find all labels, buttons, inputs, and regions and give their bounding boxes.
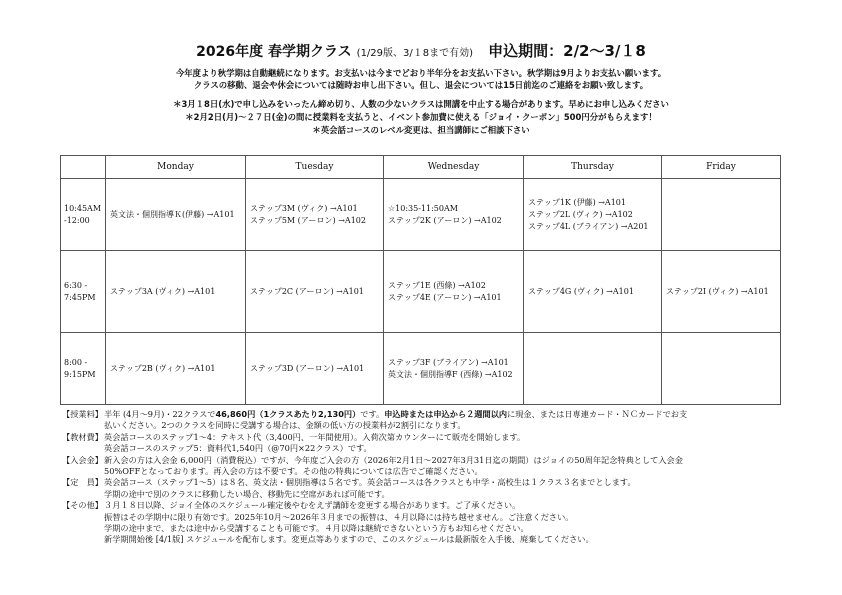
day-header-thursday: Thursday: [524, 156, 662, 179]
info-other: [62, 500, 782, 546]
class-cell-wednesday: [384, 179, 524, 251]
payment-deadline: 申込時または申込から２週間以内: [384, 409, 508, 419]
info-label: 【授業料】: [62, 409, 103, 419]
class-cell-friday: [662, 333, 781, 405]
class-entry: ステップ2B (ヴィク) →A101: [110, 363, 216, 373]
info-enrollment: [62, 455, 782, 478]
notice-autorenew: 今年度より秋学期は自動継続になります。お支払いは今までどおり半年分をお支払い下さい。秋学期は9月よりお支払い願います。: [175, 68, 667, 78]
notice-deadline: ＊3月１8日(水)で申し込みをいったん締め切り、人数の少ないクラスは開講を中止する場合があります。早めにお申し込みください: [173, 99, 669, 109]
info-line: 払いください。2つのクラスを同時に受講する場合は、金額の低い方の授業料が2割引になります。: [104, 420, 466, 431]
schedule-row: [61, 333, 781, 405]
tuition-amount: 46,860円（1クラスあたり2,130円）: [215, 409, 361, 419]
day-header-friday: Friday: [662, 156, 781, 179]
info-label: 【定 員】: [62, 477, 103, 488]
class-entry: 英文法・個別指導F (西條) →A102: [388, 369, 513, 379]
class-entry: ステップ3F (ブライアン) →A101: [388, 357, 509, 367]
title-note: (1/29版、3/１8まで有効): [356, 48, 474, 59]
class-entry: ステップ3A (ヴィク) →A101: [110, 286, 216, 296]
class-entry: ステップ3D (アーロン) →A101: [250, 363, 365, 373]
notice-coupon: ＊2月2日(月)〜２７日(金)の間に授業料を支払うと、イベント参加費に使える「ジョイ・クーポン」500円分がもらえます！: [185, 112, 657, 122]
page-title: [0, 40, 842, 61]
info-label: 【その他】: [62, 500, 103, 511]
class-entry: ステップ2L (ヴィク) →A102: [528, 209, 633, 219]
day-header-wednesday: Wednesday: [384, 156, 524, 179]
corner-cell: [61, 156, 106, 179]
class-entry: ステップ2C (アーロン) →A101: [250, 286, 364, 296]
class-cell-thursday: [524, 179, 662, 251]
notice-class-change: クラスの移動、退会や休会については随時お申し出下さい。但し、退会については15日前迄のご連絡をお願い致します。: [193, 80, 649, 90]
info-text: です。: [360, 409, 385, 419]
class-cell-monday: [106, 333, 246, 405]
class-entry: ステップ4G (ヴィク) →A101: [528, 286, 634, 296]
info-label: 【教材費】: [62, 431, 103, 442]
class-cell-wednesday: [384, 333, 524, 405]
info-line: 新入会の方は入会金 6,000円（消費税込）ですが、今年度ご入会の方（2026年2月1日〜2027年3月31日迄の期間）はジョイの50周年記念特典として入会金: [104, 454, 683, 465]
application-period: 申込期間：2/2〜3/１8: [488, 42, 646, 60]
info-line: 50%OFFとなっております。再入会の方は不要です。その他の特典については広告でご確認ください。: [104, 466, 483, 477]
class-entry: ステップ4L (ブライアン) →A201: [528, 221, 649, 231]
info-line: 英会話コース（ステップ1〜5）は８名、英文法・個別指導は５名です。英会話コースは各クラスとも中学・高校生は１クラス３名までとします。: [104, 477, 636, 488]
info-materials: [62, 432, 782, 455]
class-cell-wednesday: [384, 251, 524, 333]
class-cell-monday: [106, 179, 246, 251]
schedule-row: [61, 179, 781, 251]
schedule-header-row: [61, 156, 781, 179]
time-slot: 10:45AM -12:00: [61, 179, 106, 251]
info-line: 学期の途中まで、または途中から受講することも可能です。４月以降は継続できないという方もお知らせください。: [104, 523, 529, 534]
class-cell-tuesday: [246, 251, 384, 333]
title-main: 2026年度 春学期クラス: [196, 44, 352, 60]
class-cell-friday: [662, 179, 781, 251]
info-tuition: [62, 409, 782, 432]
class-entry: ステップ1K (伊藤) →A101: [528, 197, 626, 207]
day-header-tuesday: Tuesday: [246, 156, 384, 179]
schedule-table: [60, 155, 781, 405]
info-line: 新学期開始後 [4/1版] スケジュールを配布します。変更点等ありますので、このスケジュールは最新版を入手後、廃棄してください。: [104, 534, 594, 545]
notice-level-change: ＊英会話コースのレベル変更は、担当講師にご相談下さい: [312, 125, 530, 135]
info-line: 学期の途中で別のクラスに移動したい場合、移動先に空席があれば可能です。: [104, 488, 390, 499]
info-line: ３月１８日以降、ジョイ全体のスケジュール確定後やむをえず講師を変更する場合があります。ご了承ください。: [104, 500, 521, 511]
info-label: 【入会金】: [62, 454, 103, 465]
class-cell-monday: [106, 251, 246, 333]
class-entry: ☆10:35-11:50AM: [388, 203, 458, 213]
day-header-monday: Monday: [106, 156, 246, 179]
class-entry: ステップ1E (西條) →A102: [388, 280, 486, 290]
class-cell-thursday: [524, 251, 662, 333]
class-entry: 英文法・個別指導Ｋ(伊藤) →A101: [110, 209, 235, 219]
class-entry: ステップ2K (アーロン) →A102: [388, 215, 502, 225]
info-line: 英会話コースのステップ5：資料代1,540円（@70円×22クラス）です。: [104, 443, 372, 454]
time-slot: 6:30 - 7:45PM: [61, 251, 106, 333]
info-text: に現金、または日専連カード・ＮＣカードでお支: [507, 409, 688, 419]
info-text: 半年 (4月〜9月)・22クラスで: [104, 409, 216, 419]
class-entry: ステップ2I (ヴィク) →A101: [666, 286, 769, 296]
class-cell-friday: [662, 251, 781, 333]
info-line: [104, 409, 782, 420]
class-cell-thursday: [524, 333, 662, 405]
class-entry: ステップ3M (ヴィク) →A101: [250, 203, 358, 213]
class-entry: ステップ5M (アーロン) →A102: [250, 215, 366, 225]
class-cell-tuesday: [246, 333, 384, 405]
time-slot: 8:00 - 9:15PM: [61, 333, 106, 405]
class-entry: ステップ4E (アーロン) →A101: [388, 292, 502, 302]
info-line: 英会話コースのステップ1〜4：テキスト代（3,400円、一年間使用）。入荷次第カウンターにて販売を開始します。: [104, 431, 526, 442]
info-capacity: [62, 477, 782, 500]
info-section: [62, 409, 782, 546]
class-cell-tuesday: [246, 179, 384, 251]
info-line: 振替はその学期中に限り有効です。2025年10月〜2026年３月までの振替は、４月以降には持ち越せません。ご注意ください。: [104, 511, 574, 522]
schedule-row: [61, 251, 781, 333]
